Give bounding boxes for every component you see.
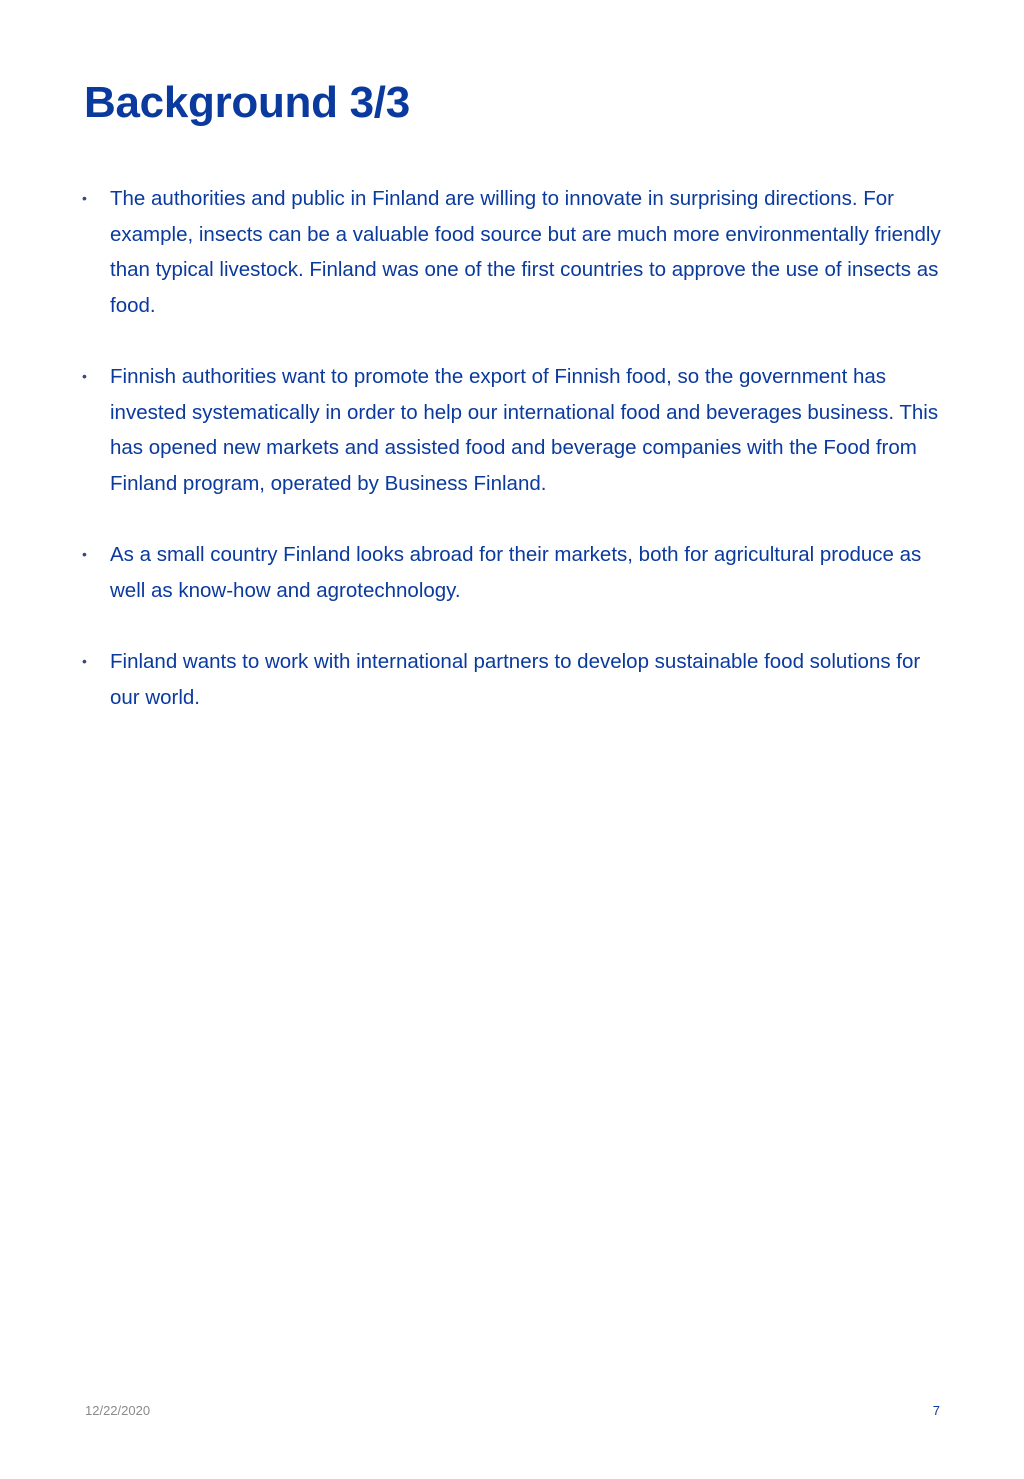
bullet-item xyxy=(82,181,942,323)
bullet-item xyxy=(82,359,942,501)
page-number: 7 xyxy=(932,1403,940,1418)
bullet-text: The authorities and public in Finland are willing to innovate in surprising directions. For example, insects can be a valuable food source but are much more environmentally friendly than typical livestock. Finland was one of the first countries to approve the use of insects as food. xyxy=(110,187,941,317)
bullet-text: Finnish authorities want to promote the export of Finnish food, so the government has invested systematically in order to help our international food and beverages business. This has opened new markets and assisted food and beverage companies with the Food from Finland program, operated by Business Finland. xyxy=(110,365,939,495)
bullet-icon: • xyxy=(82,190,87,206)
bullet-icon: • xyxy=(82,368,87,384)
page-title: Background 3/3 xyxy=(84,78,410,127)
bullet-text: As a small country Finland looks abroad for their markets, both for agricultural produce as well as know-how and agrotechnology. xyxy=(110,543,922,602)
bullet-list xyxy=(82,181,942,751)
bullet-item xyxy=(82,644,942,715)
bullet-text: Finland wants to work with international partners to develop sustainable food solutions for our world. xyxy=(110,650,921,709)
bullet-item xyxy=(82,537,942,608)
bullet-icon: • xyxy=(82,546,87,562)
bullet-icon: • xyxy=(82,653,87,669)
footer-date: 12/22/2020 xyxy=(85,1403,151,1418)
